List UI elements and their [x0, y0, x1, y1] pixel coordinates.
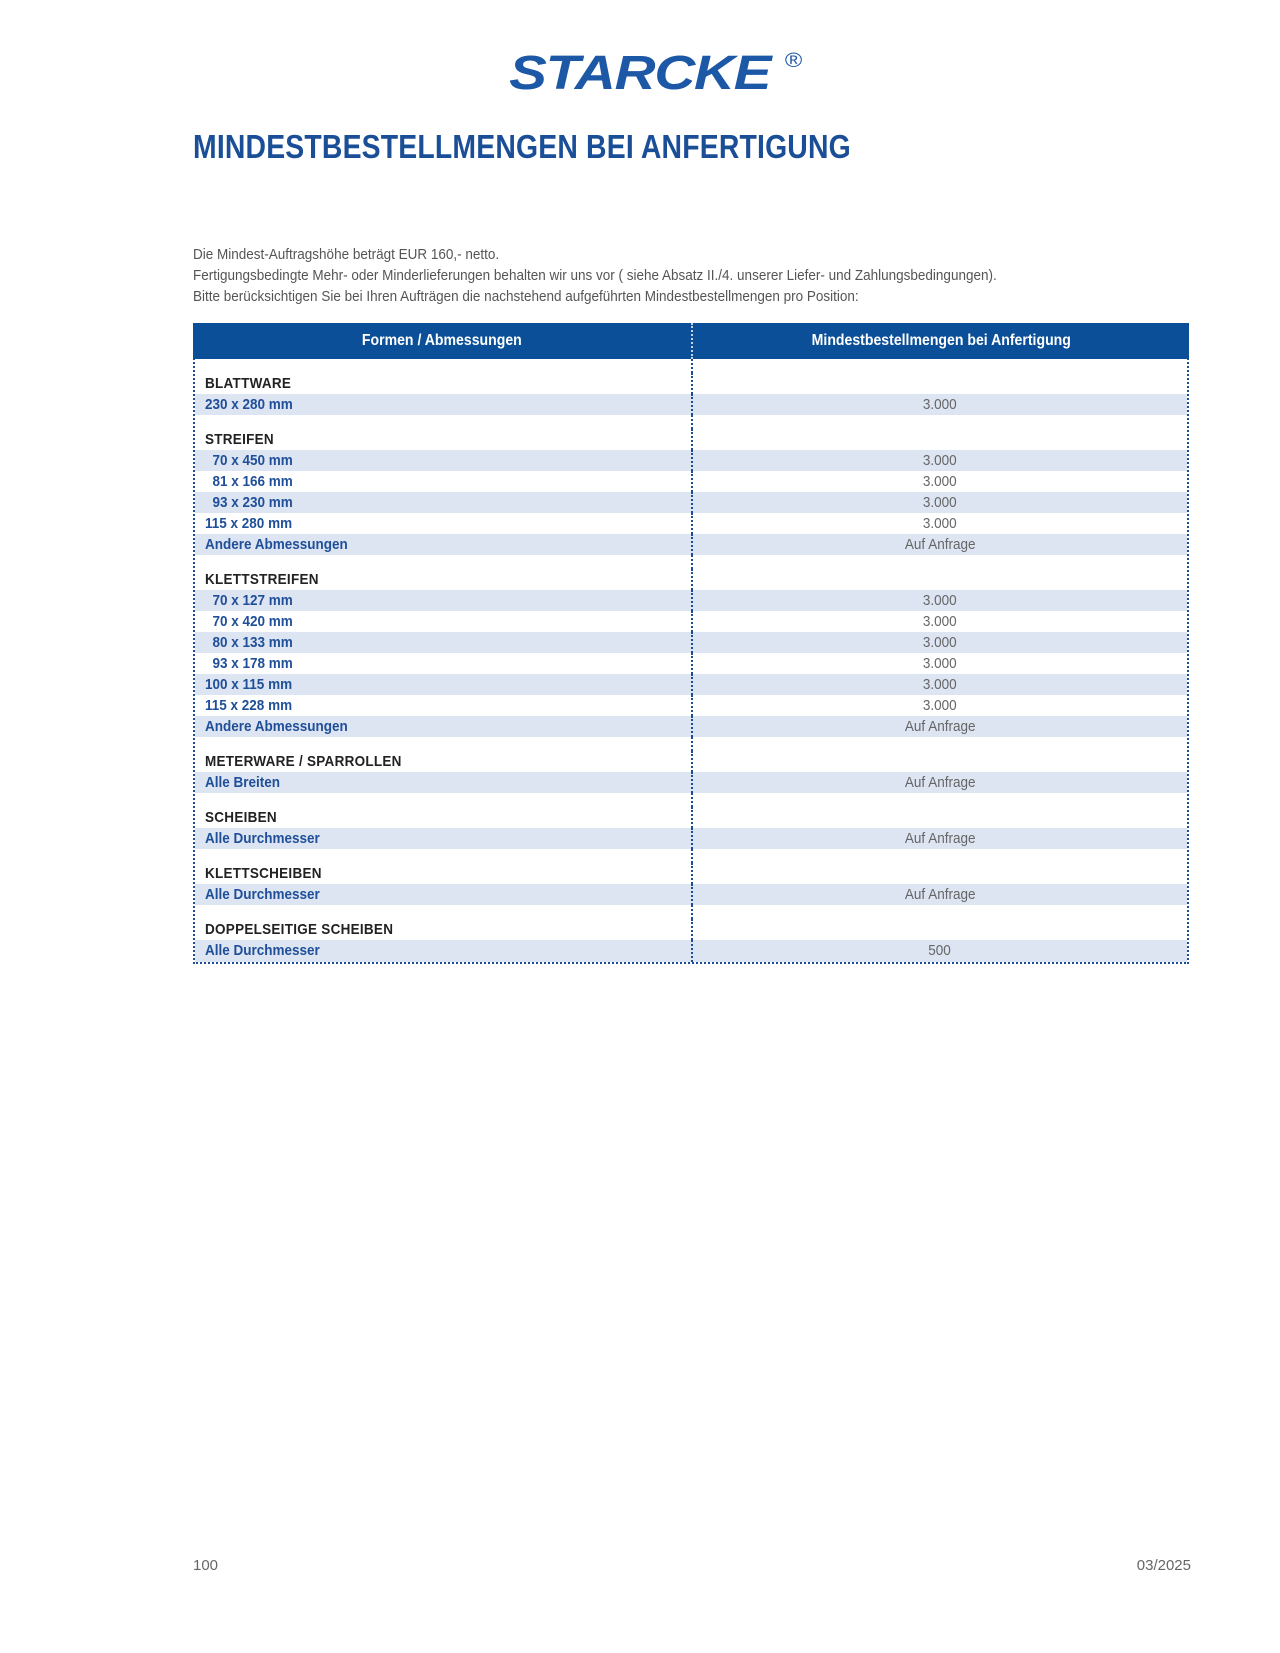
row-spacer: [195, 905, 1187, 919]
quantity-value: Auf Anfrage: [904, 536, 976, 553]
cell-form: [195, 737, 693, 751]
dimension-label: 81 x 166 mm: [205, 473, 293, 490]
header-forms: [193, 323, 693, 359]
cell-quantity: [693, 492, 1187, 513]
cell-quantity: [693, 884, 1187, 905]
row-spacer: [195, 737, 1187, 751]
quantity-value: Auf Anfrage: [904, 830, 976, 847]
cell-form: [195, 653, 693, 674]
group-heading-row: [195, 569, 1187, 590]
header-forms-label: Formen / Abmessungen: [362, 332, 522, 349]
intro-line: Die Mindest-Auftragshöhe beträgt EUR 160,- netto.: [193, 246, 500, 263]
cell-quantity: [693, 849, 1187, 863]
group-heading-row: [195, 863, 1187, 884]
dimension-label: Alle Breiten: [205, 774, 281, 791]
quantity-value: 3.000: [923, 592, 957, 609]
cell-quantity: [693, 772, 1187, 793]
min-order-table: [193, 323, 1189, 964]
dimension-label: 70 x 450 mm: [205, 452, 293, 469]
cell-form: [195, 415, 693, 429]
table-row: [195, 674, 1187, 695]
cell-quantity: [693, 373, 1187, 394]
dimension-label: 70 x 420 mm: [205, 613, 293, 630]
dimension-label: Andere Abmessungen: [205, 536, 348, 553]
cell-quantity: [693, 674, 1187, 695]
dimension-label: 93 x 178 mm: [205, 655, 293, 672]
cell-quantity: [693, 653, 1187, 674]
quantity-value: 3.000: [923, 494, 957, 511]
group-label: BLATTWARE: [205, 375, 292, 392]
cell-quantity: [693, 611, 1187, 632]
quantity-value: 3.000: [923, 676, 957, 693]
cell-form: [195, 359, 693, 373]
group-label: KLETTSCHEIBEN: [205, 865, 322, 882]
cell-form: [195, 534, 693, 555]
cell-quantity: [693, 863, 1187, 884]
dimension-label: 100 x 115 mm: [205, 676, 293, 693]
cell-quantity: [693, 919, 1187, 940]
header-quantities: [693, 323, 1189, 359]
cell-quantity: [693, 429, 1187, 450]
cell-form: [195, 940, 693, 962]
cell-form: [195, 492, 693, 513]
table-row: [195, 394, 1187, 415]
table-row: [195, 611, 1187, 632]
table-row: [195, 828, 1187, 849]
cell-form: [195, 674, 693, 695]
group-heading-row: [195, 807, 1187, 828]
cell-form: [195, 611, 693, 632]
logo-name: STARCKE: [509, 47, 771, 100]
cell-quantity: [693, 905, 1187, 919]
dimension-label: Alle Durchmesser: [205, 886, 320, 903]
registered-mark: ®: [785, 50, 802, 72]
cell-quantity: [693, 513, 1187, 534]
dimension-label: Andere Abmessungen: [205, 718, 348, 735]
table-row: [195, 513, 1187, 534]
dimension-label: 70 x 127 mm: [205, 592, 293, 609]
cell-quantity: [693, 940, 1187, 962]
quantity-value: 3.000: [923, 655, 957, 672]
cell-form: [195, 555, 693, 569]
quantity-value: Auf Anfrage: [904, 718, 976, 735]
group-label: DOPPELSEITIGE SCHEIBEN: [205, 921, 394, 938]
table-row: [195, 884, 1187, 905]
cell-form: [195, 884, 693, 905]
table-row: [195, 632, 1187, 653]
cell-form: [195, 772, 693, 793]
cell-form: [195, 716, 693, 737]
quantity-value: 3.000: [923, 697, 957, 714]
quantity-value: 3.000: [923, 452, 957, 469]
row-spacer: [195, 849, 1187, 863]
table-row: [195, 471, 1187, 492]
quantity-value: 3.000: [923, 396, 957, 413]
row-spacer: [195, 359, 1187, 373]
page-title: MINDESTBESTELLMENGEN BEI ANFERTIGUNG: [193, 128, 851, 165]
cell-form: [195, 471, 693, 492]
row-spacer: [195, 555, 1187, 569]
cell-quantity: [693, 632, 1187, 653]
cell-form: [195, 450, 693, 471]
brand-logo: [0, 46, 1280, 101]
dimension-label: 115 x 280 mm: [205, 515, 293, 532]
cell-form: [195, 751, 693, 772]
group-label: STREIFEN: [205, 431, 274, 448]
cell-quantity: [693, 534, 1187, 555]
logo-wordmark: [509, 46, 802, 101]
cell-quantity: [693, 807, 1187, 828]
cell-quantity: [693, 450, 1187, 471]
row-spacer: [195, 415, 1187, 429]
cell-quantity: [693, 590, 1187, 611]
table-row: [195, 716, 1187, 737]
cell-quantity: [693, 695, 1187, 716]
table-row: [195, 653, 1187, 674]
dimension-label: Alle Durchmesser: [205, 830, 320, 847]
cell-quantity: [693, 471, 1187, 492]
group-heading-row: [195, 751, 1187, 772]
table-row: [195, 492, 1187, 513]
cell-form: [195, 513, 693, 534]
page-number: 100: [193, 1557, 219, 1574]
cell-quantity: [693, 569, 1187, 590]
dimension-label: 80 x 133 mm: [205, 634, 293, 651]
table-body: [195, 359, 1187, 962]
date-stamp: 03/2025: [1136, 1557, 1191, 1574]
table-row: [195, 695, 1187, 716]
cell-form: [195, 373, 693, 394]
header-quantities-label: Mindestbestellmengen bei Anfertigung: [811, 332, 1071, 349]
row-spacer: [195, 793, 1187, 807]
quantity-value: 500: [928, 942, 952, 959]
cell-form: [195, 919, 693, 940]
cell-form: [195, 569, 693, 590]
dimension-label: 115 x 228 mm: [205, 697, 293, 714]
quantity-value: 3.000: [923, 515, 957, 532]
cell-form: [195, 828, 693, 849]
table-row: [195, 534, 1187, 555]
cell-form: [195, 632, 693, 653]
cell-form: [195, 849, 693, 863]
quantity-value: 3.000: [923, 473, 957, 490]
cell-quantity: [693, 415, 1187, 429]
cell-form: [195, 695, 693, 716]
dimension-label: 230 x 280 mm: [205, 396, 293, 413]
group-heading-row: [195, 429, 1187, 450]
table-row: [195, 772, 1187, 793]
quantity-value: Auf Anfrage: [904, 774, 976, 791]
cell-quantity: [693, 793, 1187, 807]
cell-quantity: [693, 394, 1187, 415]
table-row: [195, 940, 1187, 962]
group-label: SCHEIBEN: [205, 809, 277, 826]
table-header: [193, 323, 1189, 359]
cell-quantity: [693, 751, 1187, 772]
intro-line: Fertigungsbedingte Mehr- oder Minderlieferungen behalten wir uns vor ( siehe Absatz II./4. unserer Liefer- und Zahlungsbedingungen).: [193, 267, 997, 284]
cell-form: [195, 793, 693, 807]
cell-form: [195, 590, 693, 611]
cell-quantity: [693, 716, 1187, 737]
quantity-value: 3.000: [923, 634, 957, 651]
dimension-label: 93 x 230 mm: [205, 494, 293, 511]
cell-quantity: [693, 737, 1187, 751]
quantity-value: Auf Anfrage: [904, 886, 976, 903]
cell-form: [195, 429, 693, 450]
table-row: [195, 590, 1187, 611]
group-heading-row: [195, 373, 1187, 394]
cell-form: [195, 807, 693, 828]
quantity-value: 3.000: [923, 613, 957, 630]
group-heading-row: [195, 919, 1187, 940]
intro-text: [193, 244, 1193, 307]
cell-quantity: [693, 555, 1187, 569]
intro-line: Bitte berücksichtigen Sie bei Ihren Aufträgen die nachstehend aufgeführten Mindestbestellmengen pro Position:: [193, 288, 859, 305]
cell-form: [195, 863, 693, 884]
dimension-label: Alle Durchmesser: [205, 942, 320, 959]
cell-quantity: [693, 828, 1187, 849]
table-row: [195, 450, 1187, 471]
cell-quantity: [693, 359, 1187, 373]
cell-form: [195, 394, 693, 415]
group-label: METERWARE / SPARROLLEN: [205, 753, 402, 770]
group-label: KLETTSTREIFEN: [205, 571, 319, 588]
cell-form: [195, 905, 693, 919]
